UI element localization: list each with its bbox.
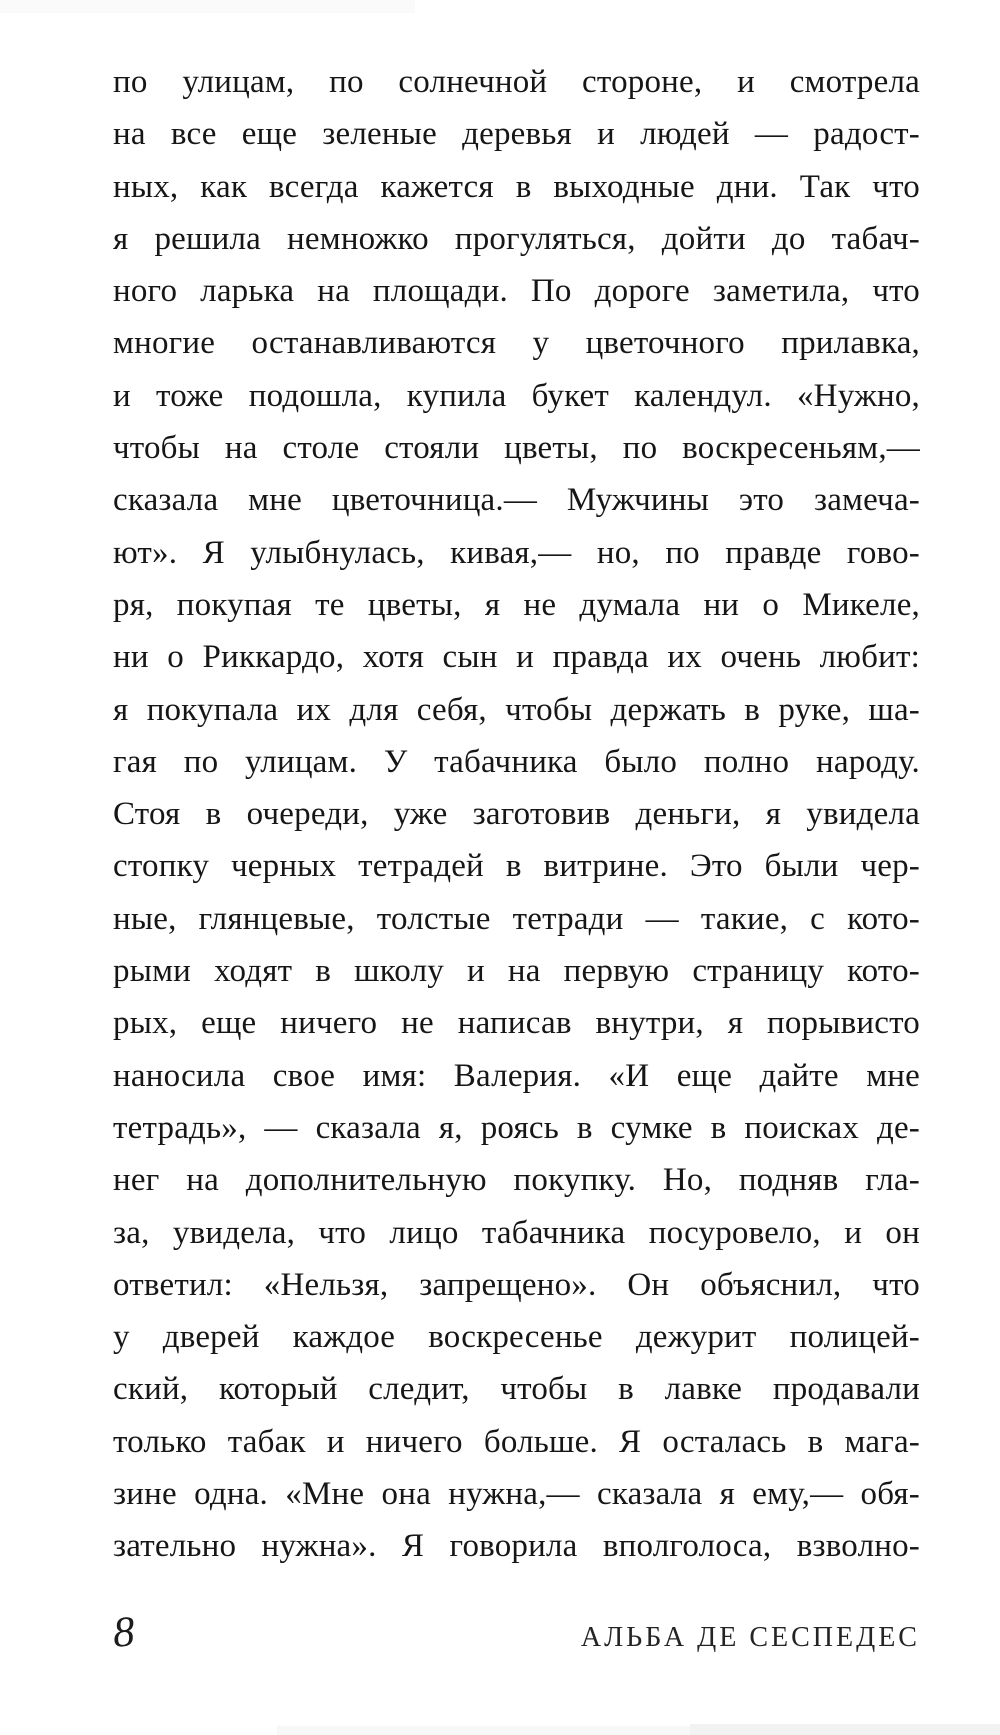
page-footer — [113, 1608, 920, 1657]
text-line: ют». Я улыбнулась, кивая,— но, по правде гово- — [113, 534, 920, 571]
text-line: ни о Риккардо, хотя сын и правда их очень любит: — [113, 639, 920, 676]
text-line: чтобы на столе стояли цветы, по воскресеньям,— — [113, 430, 920, 467]
text-line: зательно нужна». Я говорила вполголоса, взволно- — [113, 1528, 920, 1565]
text-line: ных, как всегда кажется в выходные дни. Так что — [113, 168, 920, 205]
text-line: Стоя в очереди, уже заготовив деньги, я увидела — [113, 796, 920, 833]
text-line: многие останавливаются у цветочного прилавка, — [113, 325, 920, 362]
text-line: за, увидела, что лицо табачника посуровело, и он — [113, 1214, 920, 1251]
text-line: рых, еще ничего не написав внутри, я порывисто — [113, 1005, 920, 1042]
scan-artifact-bottom-band-dark — [690, 1724, 1000, 1735]
text-line: рыми ходят в школу и на первую страницу кото- — [113, 953, 920, 990]
text-line: зине одна. «Мне она нужна,— сказала я ему,— обя- — [113, 1476, 920, 1513]
text-line: на все еще зеленые деревья и людей — радост- — [113, 116, 920, 153]
text-line: ский, который следит, чтобы в лавке продавали — [113, 1371, 920, 1408]
text-line: ные, глянцевые, толстые тетради — такие, с кото- — [113, 900, 920, 937]
text-line: гая по улицам. У табачника было полно народу. — [113, 743, 920, 780]
text-line: и тоже подошла, купила букет календул. «Нужно, — [113, 377, 920, 414]
text-line: ря, покупая те цветы, я не думала ни о Микеле, — [113, 586, 920, 623]
text-line: по улицам, по солнечной стороне, и смотрела — [113, 64, 920, 100]
text-line: только табак и ничего больше. Я осталась в мага- — [113, 1423, 920, 1460]
text-line: я решила немножко прогуляться, дойти до табач- — [113, 220, 920, 257]
text-line: ного ларька на площади. По дороге заметила, что — [113, 273, 920, 310]
text-line: у дверей каждое воскресенье дежурит полицей- — [113, 1319, 920, 1356]
text-line: стопку черных тетрадей в витрине. Это были чер- — [113, 848, 920, 885]
text-line: наносила свое имя: Валерия. «И еще дайте мне — [113, 1057, 920, 1094]
scan-artifact-top-band — [0, 0, 415, 13]
text-line: тетрадь», — сказала я, роясь в сумке в поисках де- — [113, 1109, 920, 1146]
running-title-author: АЛЬБА ДЕ СЕСПЕДЕС — [580, 1622, 920, 1653]
text-line: я покупала их для себя, чтобы держать в руке, ша- — [113, 691, 920, 728]
text-line: ответил: «Нельзя, запрещено». Он объяснил, что — [113, 1266, 920, 1303]
page-number: 8 — [111, 1608, 137, 1657]
body-text-block — [113, 56, 920, 1573]
text-line: сказала мне цветочница.— Мужчины это замеча- — [113, 482, 920, 519]
text-line: нег на дополнительную покупку. Но, подняв гла- — [113, 1162, 920, 1199]
